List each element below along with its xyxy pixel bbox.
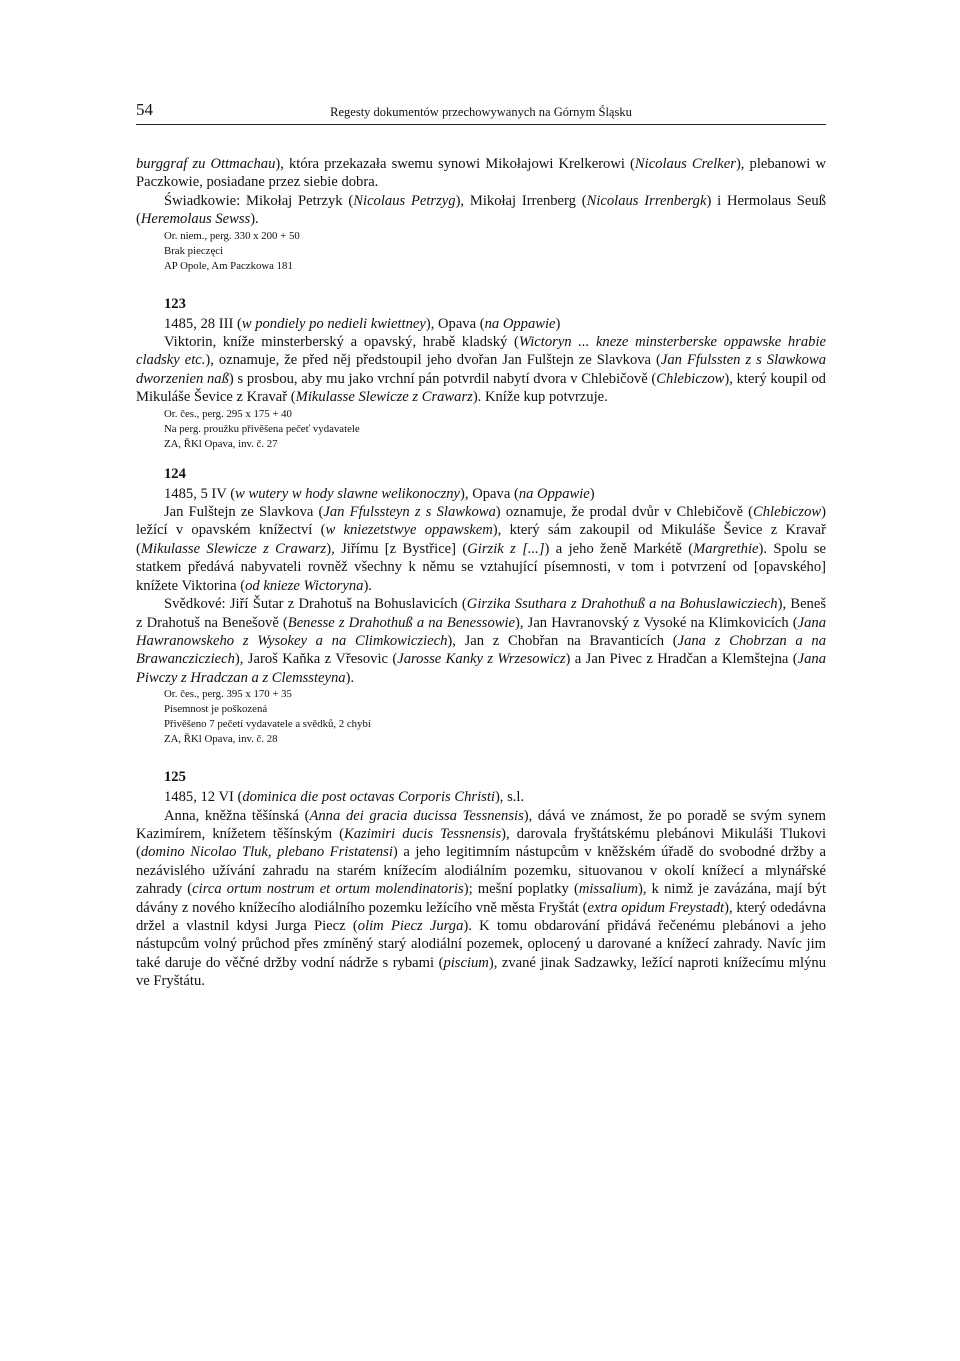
witnesses-paragraph — [136, 595, 826, 687]
latin-quote: extra opidum Freystadt — [587, 899, 725, 916]
body-text: ), Mikołaj Irrenberg ( — [455, 192, 587, 209]
entry-date — [136, 315, 826, 333]
date-text: 1485, 5 IV ( — [164, 485, 236, 502]
entry-124 — [136, 466, 826, 747]
entry-body — [136, 807, 826, 991]
latin-quote: Wictoryn ... kneze minsterberske oppawske hrabie cladsky etc. — [136, 334, 827, 369]
date-text: 1485, 28 III ( — [164, 315, 242, 332]
date-text: ), s.l. — [494, 789, 525, 806]
body-text: Jan Fulštejn ze Slavkova ( — [164, 504, 324, 521]
latin-quote: Chlebiczow — [656, 370, 725, 387]
entry-continuation — [136, 155, 826, 274]
body-text: ) s prosbou, aby mu jako vrchní pán potvrdil nabytí dvora v Chlebičově ( — [228, 370, 657, 387]
witnesses-paragraph — [136, 192, 826, 229]
latin-quote: Chlebiczow — [753, 504, 822, 521]
latin-quote: Mikulasse Slewicze z Crawarz — [295, 389, 473, 406]
latin-quote: na Oppawie — [518, 485, 590, 502]
body-text: ), Jaroš Kaňka z Vřesovic ( — [234, 651, 398, 668]
body-text: ), který odedávna držel a vlastnil kdysi Jurga Piecz ( — [136, 899, 826, 934]
body-text: ), který sám zakoupil od Mikuláše Ševice z Kravař ( — [136, 522, 826, 557]
note-line: Or. niem., perg. 330 x 200 + 50 — [164, 229, 300, 242]
entry-body — [136, 333, 826, 407]
entry-number: 124 — [164, 465, 186, 482]
body-text: ), dává ve známost, že po poradě se svým synem Kazimírem, knížetem těšínským ( — [136, 807, 826, 842]
body-text: ), która przekazała swemu synowi Mikołajowi Krelkerowi ( — [275, 156, 635, 172]
latin-quote: dominica die post octavas Corporis Christi — [242, 789, 495, 806]
body-text: Viktorin, kníže minsterberský a opavský, hrabě kladský ( — [164, 334, 519, 351]
date-text: ) — [555, 315, 561, 332]
latin-quote: Kazimiri ducis Tessnensis — [344, 825, 502, 842]
archival-notes — [136, 229, 826, 274]
note-line: Na perg. proužku přivěšena pečeť vydavatele — [164, 422, 360, 435]
latin-quote: Mikulasse Slewicze z Crawarz — [140, 540, 327, 557]
body-text: ), k nimž je zavázána, mají být dávány z nového knížecího alodiálního pozemku ležícího vně města Fryštát ( — [136, 881, 826, 916]
latin-quote: Girzik z [...] — [467, 540, 545, 557]
date-text: ), Opava ( — [425, 315, 485, 332]
entry-number: 123 — [164, 295, 186, 312]
body-text: Świadkowie: Mikołaj Petrzyk ( — [164, 192, 354, 209]
latin-quote: burggraf zu Ottmachau — [136, 156, 276, 172]
body-text: ) a jeho legitimním nástupcům v kněžském úřadě do svobodné držby a nezávislého užívání zahradu na starém knížecím alodiálním pozemku, situovanou v okolí knížecí a mlynářské zahrady ( — [136, 844, 826, 898]
body-text: ) oznamuje, že prodal dvůr v Chlebičově ( — [495, 504, 754, 521]
entry-date — [136, 485, 826, 503]
latin-quote: domino Nicolao Tluk, plebano Fristatensi — [140, 844, 393, 861]
latin-quote: Margrethie — [693, 540, 759, 557]
note-line: Brak pieczęci — [164, 244, 224, 257]
entry-123 — [136, 296, 826, 452]
latin-quote: w pondiely po nedieli kwiettney — [241, 315, 426, 332]
body-text: ). Kníže kup potvrzuje. — [472, 389, 608, 406]
body-text: ) a Jan Pivec z Hradčan a Klemštejna ( — [565, 651, 798, 668]
note-line: ZA, ŘKl Opava, inv. č. 27 — [164, 437, 278, 450]
latin-quote: Anna dei gracia ducissa Tessnensis — [309, 807, 524, 824]
date-text: ) — [589, 485, 595, 502]
note-line: Přivěšeno 7 pečetí vydavatele a svědků, 2 chybí — [164, 718, 371, 731]
body-text: ) i Hermolaus Seuß ( — [136, 192, 826, 228]
latin-quote: Heremolaus Sewss — [140, 211, 251, 228]
body-text: ). K tomu obdarování přidává řečenému plebánovi a jeho nástupcům volný průchod přes zmíněný starý alodiální pozemek, oplocený u darované a knížecí zahrady. Navíc jim také daruje do věčné držby vodní nádrže s rybami ( — [136, 917, 826, 971]
entry-body — [136, 503, 826, 595]
body-text: ), plebanowi w Paczkowie, posiadane przez siebie dobra. — [136, 156, 826, 191]
latin-quote: piscium — [443, 954, 489, 971]
latin-quote: olim Piecz Jurga — [357, 917, 464, 934]
body-text: ). — [345, 669, 355, 686]
latin-quote: Jana Hawranowskeho z Wysokey a na Climkowicziech — [136, 614, 826, 649]
body-text: ), Jan Havranovský z Vysoké na Klimkovicích ( — [515, 614, 798, 631]
latin-quote: Nicolaus Petrzyg — [353, 192, 456, 209]
running-title: Regesty dokumentów przechowywanych na Górnym Śląsku — [330, 105, 632, 119]
body-text: ), Jan z Chobřan na Bravanticích ( — [447, 632, 678, 649]
latin-quote: Benesse z Drahothuß a na Benessowie — [287, 614, 516, 631]
date-text: ), Opava ( — [460, 485, 519, 502]
document-page — [136, 100, 826, 991]
body-text: ) a jeho ženě Markétě ( — [544, 540, 694, 557]
body-text: ). — [363, 577, 372, 594]
page-number: 54 — [136, 100, 153, 119]
latin-quote: Jan Ffulssten z s Slawkowa dworzenien naß — [136, 352, 826, 387]
body-text: ). — [250, 211, 259, 228]
page-header — [136, 100, 826, 125]
archival-notes — [136, 687, 826, 747]
body-text: Anna, kněžna těšínská ( — [164, 807, 310, 824]
entry-body — [136, 155, 826, 192]
entry-125 — [136, 769, 826, 990]
latin-quote: Jarosse Kanky z Wrzesowicz — [397, 651, 566, 668]
body-text: ), který koupil od Mikuláše Ševice z Kravař ( — [136, 370, 826, 406]
body-text: ), darovala fryštátskému plebánovi Mikuláši Tlukovi ( — [136, 825, 826, 861]
latin-quote: Nicolaus Crelker — [634, 156, 736, 172]
note-line: Or. čes., perg. 295 x 175 + 40 — [164, 407, 292, 420]
latin-quote: Jan Ffulssteyn z s Slawkowa — [323, 504, 496, 521]
body-text: ) ležící v opavském knížectví ( — [136, 504, 826, 539]
note-line: ZA, ŘKl Opava, inv. č. 28 — [164, 733, 278, 746]
body-text: ); mešní poplatky ( — [463, 881, 579, 898]
body-text: ), Jiřímu [z Bystřice] ( — [326, 540, 468, 557]
date-text: 1485, 12 VI ( — [164, 789, 243, 806]
archival-notes — [136, 407, 826, 452]
latin-quote: circa ortum nostrum et ortum molendinatoris — [192, 881, 464, 898]
latin-quote: w wutery w hody slawne welikonoczny — [235, 485, 461, 502]
latin-quote: w kniezetstwye oppawskem — [325, 522, 493, 539]
note-line: Písemnost je poškozená — [164, 703, 268, 716]
latin-quote: Girzika Ssuthara z Drahothuß a na Bohuslawicziech — [466, 596, 778, 613]
body-text: ), oznamuje, že před něj předstoupil jeho dvořan Jan Fulštejn ze Slavkova ( — [205, 352, 661, 369]
body-text: ), zvané jinak Sadzawky, ležící naproti knížecímu mlýnu ve Fryštátu. — [136, 954, 826, 990]
body-text: Svědkové: Jiří Šutar z Drahotuš na Bohuslavicích ( — [164, 596, 467, 613]
latin-quote: Jana Piwczy z Hradczan a z Clemssteyna — [136, 651, 827, 686]
latin-quote: missalium — [578, 881, 639, 898]
latin-quote: od knieze Wictoryna — [245, 577, 364, 594]
body-text: ), Beneš z Drahotuš na Benešově ( — [136, 596, 826, 631]
entry-number: 125 — [164, 769, 186, 786]
note-line: Or. čes., perg. 395 x 170 + 35 — [164, 688, 292, 701]
latin-quote: Nicolaus Irrenbergk — [586, 192, 707, 209]
latin-quote: Jana z Chobrzan a na Brawanczicziech — [136, 632, 827, 668]
note-line: AP Opole, Am Paczkowa 181 — [164, 259, 293, 272]
latin-quote: na Oppawie — [484, 315, 556, 332]
body-text: ). Spolu se statkem předává nabyvateli rovněž všechny k němu se vztahující písemnosti, v tom i potvrzení od [opavského] knížete Viktorina ( — [136, 540, 826, 594]
entry-date — [136, 788, 826, 806]
